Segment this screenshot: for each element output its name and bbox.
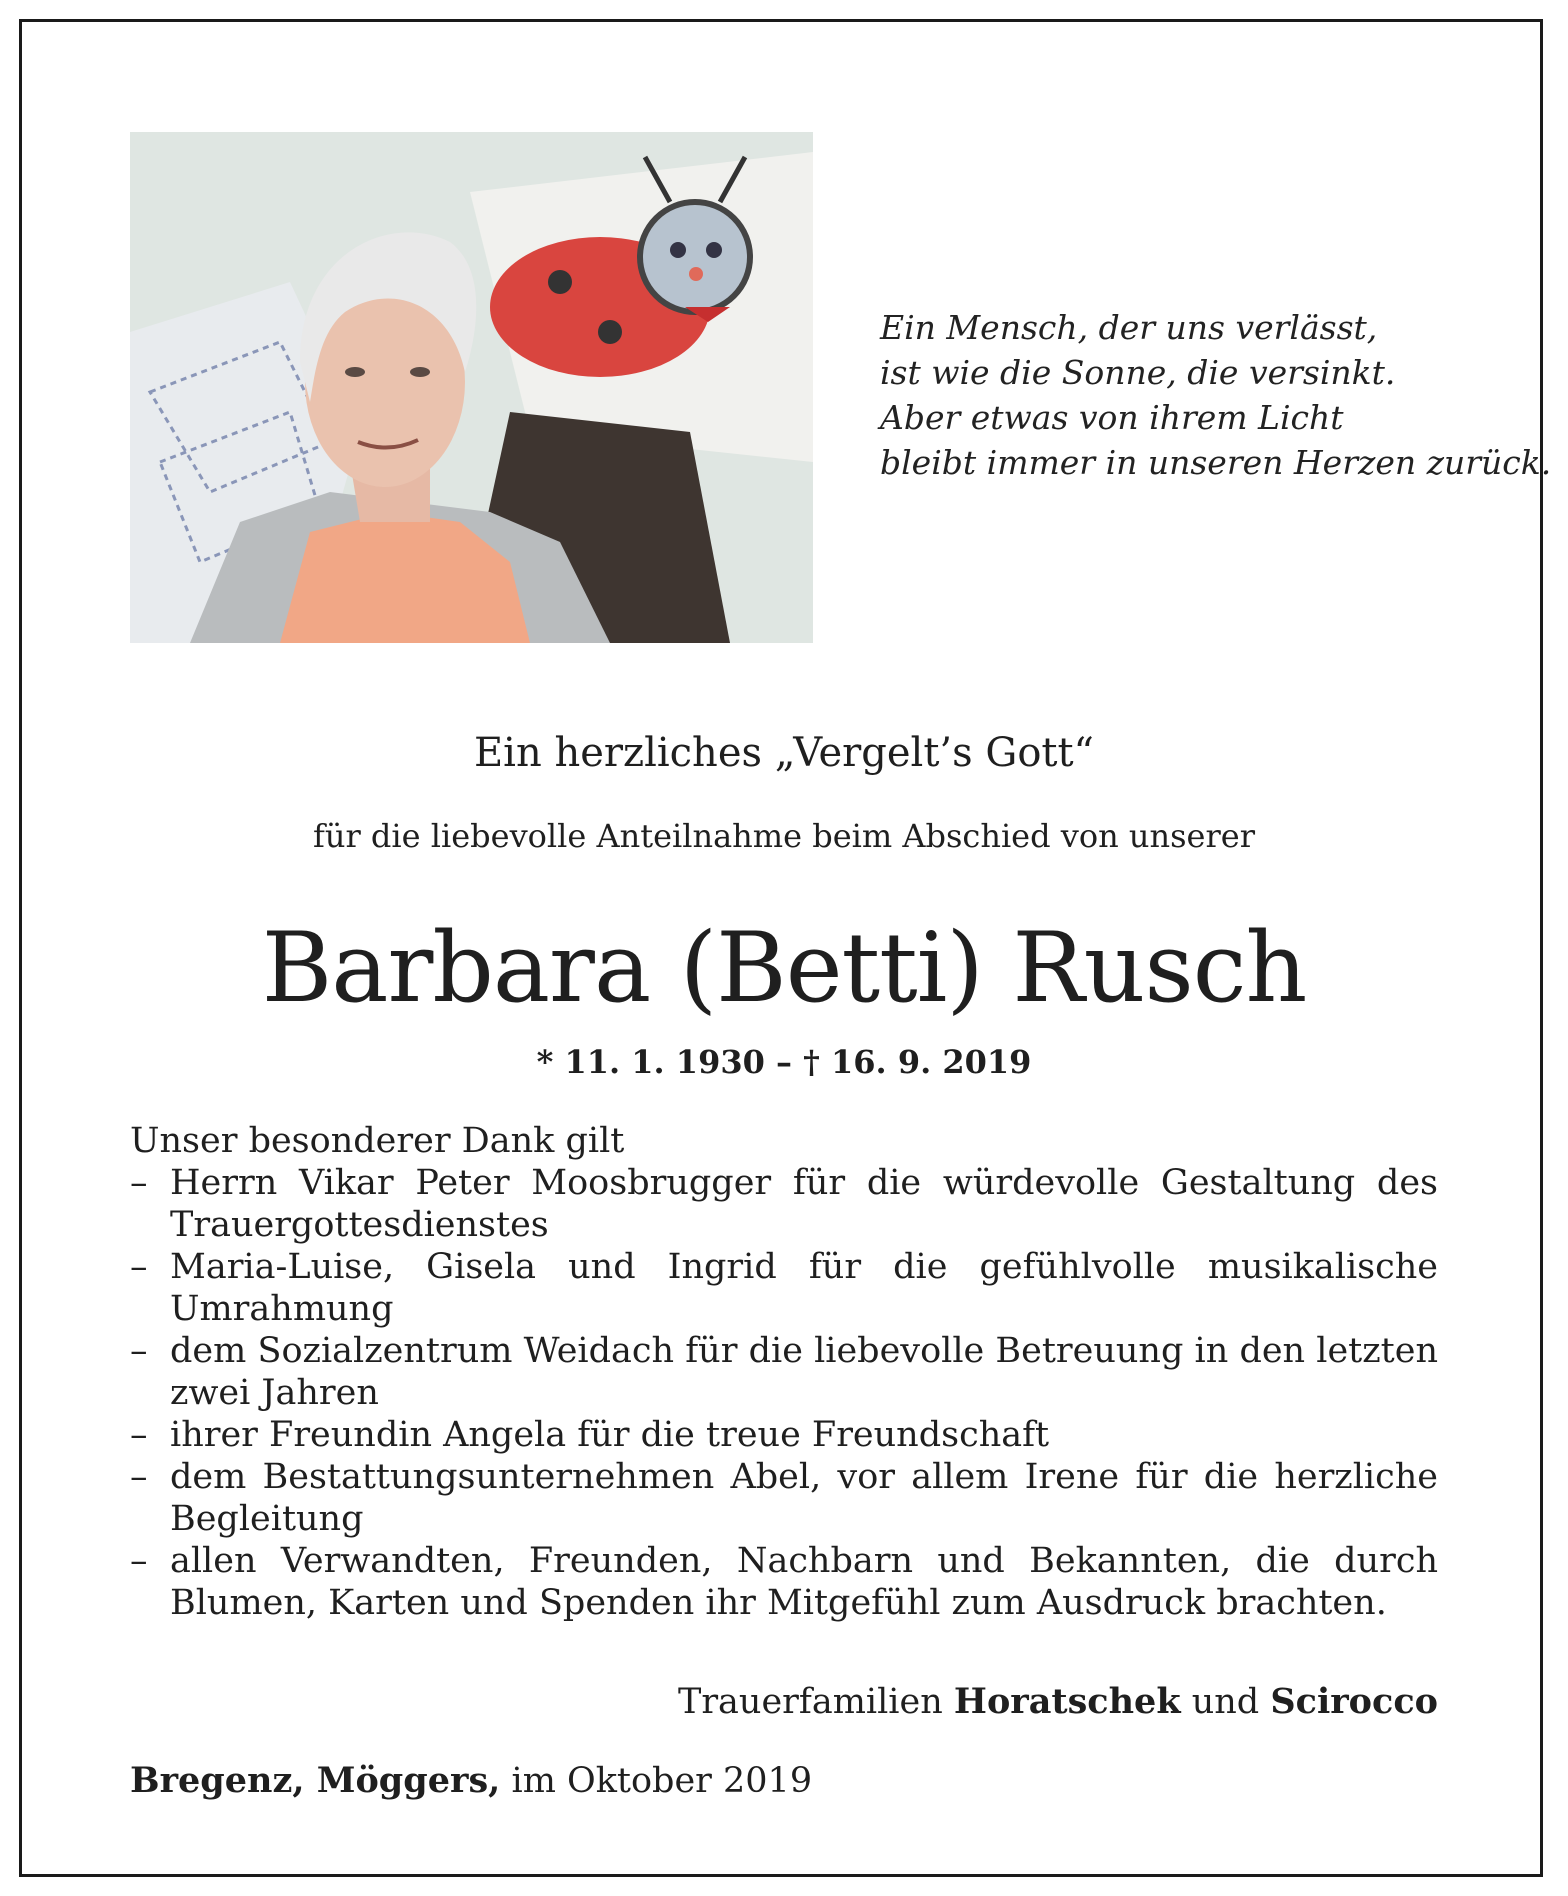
- quote-line: ist wie die Sonne, die versinkt.: [880, 353, 1396, 392]
- list-item: [130, 1162, 1438, 1246]
- place-and-date: [130, 1760, 812, 1801]
- date: im Oktober 2019: [511, 1761, 813, 1801]
- list-item: [130, 1456, 1438, 1540]
- list-item: [130, 1246, 1438, 1330]
- quote-line: bleibt immer in unseren Herzen zurück.: [880, 443, 1552, 482]
- family-name-1: Horatschek: [953, 1681, 1181, 1722]
- gratitude-list: [130, 1162, 1438, 1624]
- list-item-text: allen Verwandten, Freunden, Nachbarn und Bekannten, die durch Blumen, Karten und Spenden ihr Mitgefühl zum Ausdruck brachten.: [170, 1541, 1438, 1623]
- list-item: [130, 1540, 1438, 1624]
- places: Bregenz, Möggers,: [130, 1760, 501, 1801]
- dash-bullet: –: [130, 1415, 148, 1455]
- gratitude-section: [130, 1120, 1438, 1624]
- quote-line: Ein Mensch, der uns verlässt,: [880, 308, 1378, 347]
- dash-bullet: –: [130, 1457, 148, 1497]
- list-item-text: Herrn Vikar Peter Moosbrugger für die würdevolle Gestaltung des Trauergottesdienstes: [170, 1163, 1438, 1245]
- signature-prefix: Trauerfamilien: [677, 1682, 943, 1722]
- dash-bullet: –: [130, 1163, 148, 1203]
- quote-line: Aber etwas von ihrem Licht: [880, 398, 1344, 437]
- deceased-name: Barbara (Betti) Rusch: [261, 912, 1307, 1024]
- thanks-heading: Ein herzliches „Vergelt’s Gott“: [473, 730, 1095, 776]
- signature-conjunction: und: [1191, 1682, 1260, 1722]
- list-item-text: dem Sozialzentrum Weidach für die liebevolle Betreuung in den letzten zwei Jahren: [170, 1331, 1438, 1413]
- family-signature: [678, 1681, 1438, 1722]
- list-item: [130, 1330, 1438, 1414]
- family-name-2: Scirocco: [1270, 1681, 1438, 1722]
- list-item-text: ihrer Freundin Angela für die treue Freundschaft: [170, 1415, 1050, 1455]
- dash-bullet: –: [130, 1541, 148, 1581]
- list-item-text: Maria-Luise, Gisela und Ingrid für die gefühlvolle musikalische Umrahmung: [170, 1247, 1438, 1329]
- portrait-photo: [130, 132, 813, 643]
- list-item: [130, 1414, 1438, 1456]
- list-item-text: dem Bestattungsunternehmen Abel, vor allem Irene für die herzliche Begleitung: [170, 1457, 1438, 1539]
- dash-bullet: –: [130, 1247, 148, 1287]
- gratitude-intro: Unser besonderer Dank gilt: [130, 1121, 625, 1161]
- dash-bullet: –: [130, 1331, 148, 1371]
- sub-heading: für die liebevolle Anteilnahme beim Abschied von unserer: [312, 817, 1255, 855]
- memorial-quote: [880, 305, 1552, 485]
- life-dates: * 11. 1. 1930 – † 16. 9. 2019: [536, 1043, 1032, 1081]
